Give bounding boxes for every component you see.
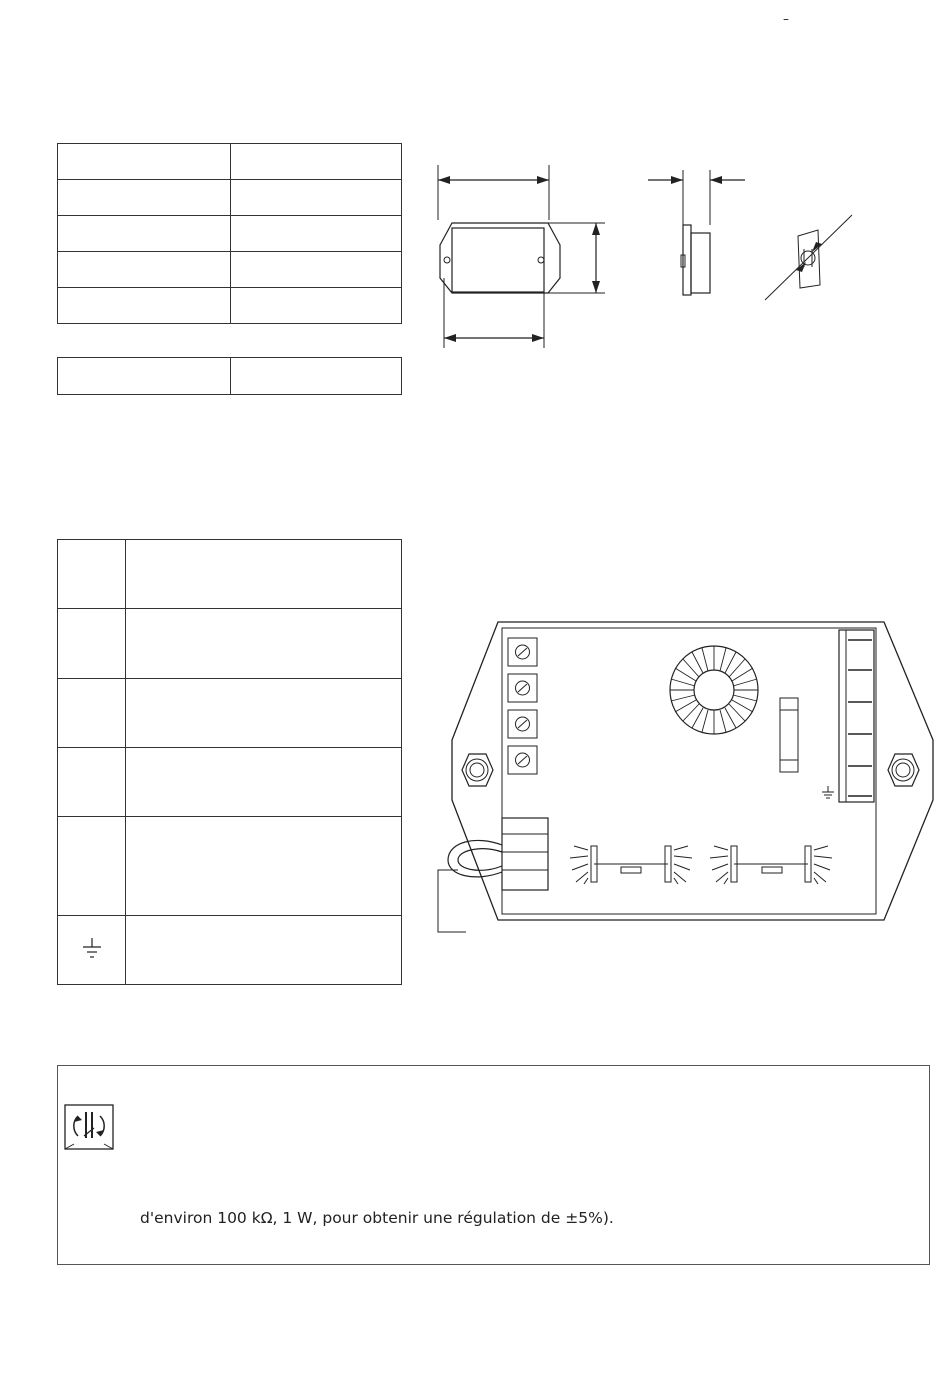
table-row	[58, 144, 402, 180]
table-cell	[231, 144, 402, 180]
table-row	[58, 679, 402, 748]
note-text: d'environ 100 kΩ, 1 W, pour obtenir une régulation de ±5%).	[140, 1209, 614, 1227]
table-cell	[58, 252, 231, 288]
terminal-symbol	[58, 748, 126, 817]
side-view-drawing	[640, 165, 750, 305]
screw-detail-drawing	[760, 210, 860, 305]
table-row	[58, 916, 402, 985]
table-cell	[231, 180, 402, 216]
table-row	[58, 748, 402, 817]
potentiometer-icon	[64, 1104, 114, 1152]
spec-table-single	[57, 357, 402, 395]
table-row	[58, 817, 402, 916]
terminal-description	[126, 916, 402, 985]
terminal-symbol	[58, 540, 126, 609]
table-row	[58, 252, 402, 288]
table-cell	[58, 358, 231, 395]
terminal-table	[57, 539, 402, 985]
terminal-symbol	[58, 817, 126, 916]
terminal-symbol	[58, 679, 126, 748]
table-cell	[58, 288, 231, 324]
terminal-symbol	[58, 609, 126, 679]
table-row	[58, 180, 402, 216]
terminal-description	[126, 609, 402, 679]
front-view-drawing	[430, 160, 620, 360]
table-cell	[58, 144, 231, 180]
terminal-description	[126, 679, 402, 748]
terminal-description	[126, 748, 402, 817]
table-cell	[231, 216, 402, 252]
table-cell	[231, 288, 402, 324]
table-cell	[58, 180, 231, 216]
ground-symbol-cell	[58, 916, 126, 985]
ground-icon	[80, 936, 104, 960]
header-mark: –	[783, 12, 789, 26]
terminal-description	[126, 817, 402, 916]
terminal-description	[126, 540, 402, 609]
circuit-board-drawing	[436, 620, 936, 940]
table-cell	[231, 252, 402, 288]
table-cell	[231, 358, 402, 395]
table-row	[58, 540, 402, 609]
spec-table	[57, 143, 402, 324]
table-row	[58, 216, 402, 252]
table-row	[58, 358, 402, 395]
table-row	[58, 609, 402, 679]
table-cell	[58, 216, 231, 252]
note-box	[57, 1065, 930, 1265]
table-row	[58, 288, 402, 324]
